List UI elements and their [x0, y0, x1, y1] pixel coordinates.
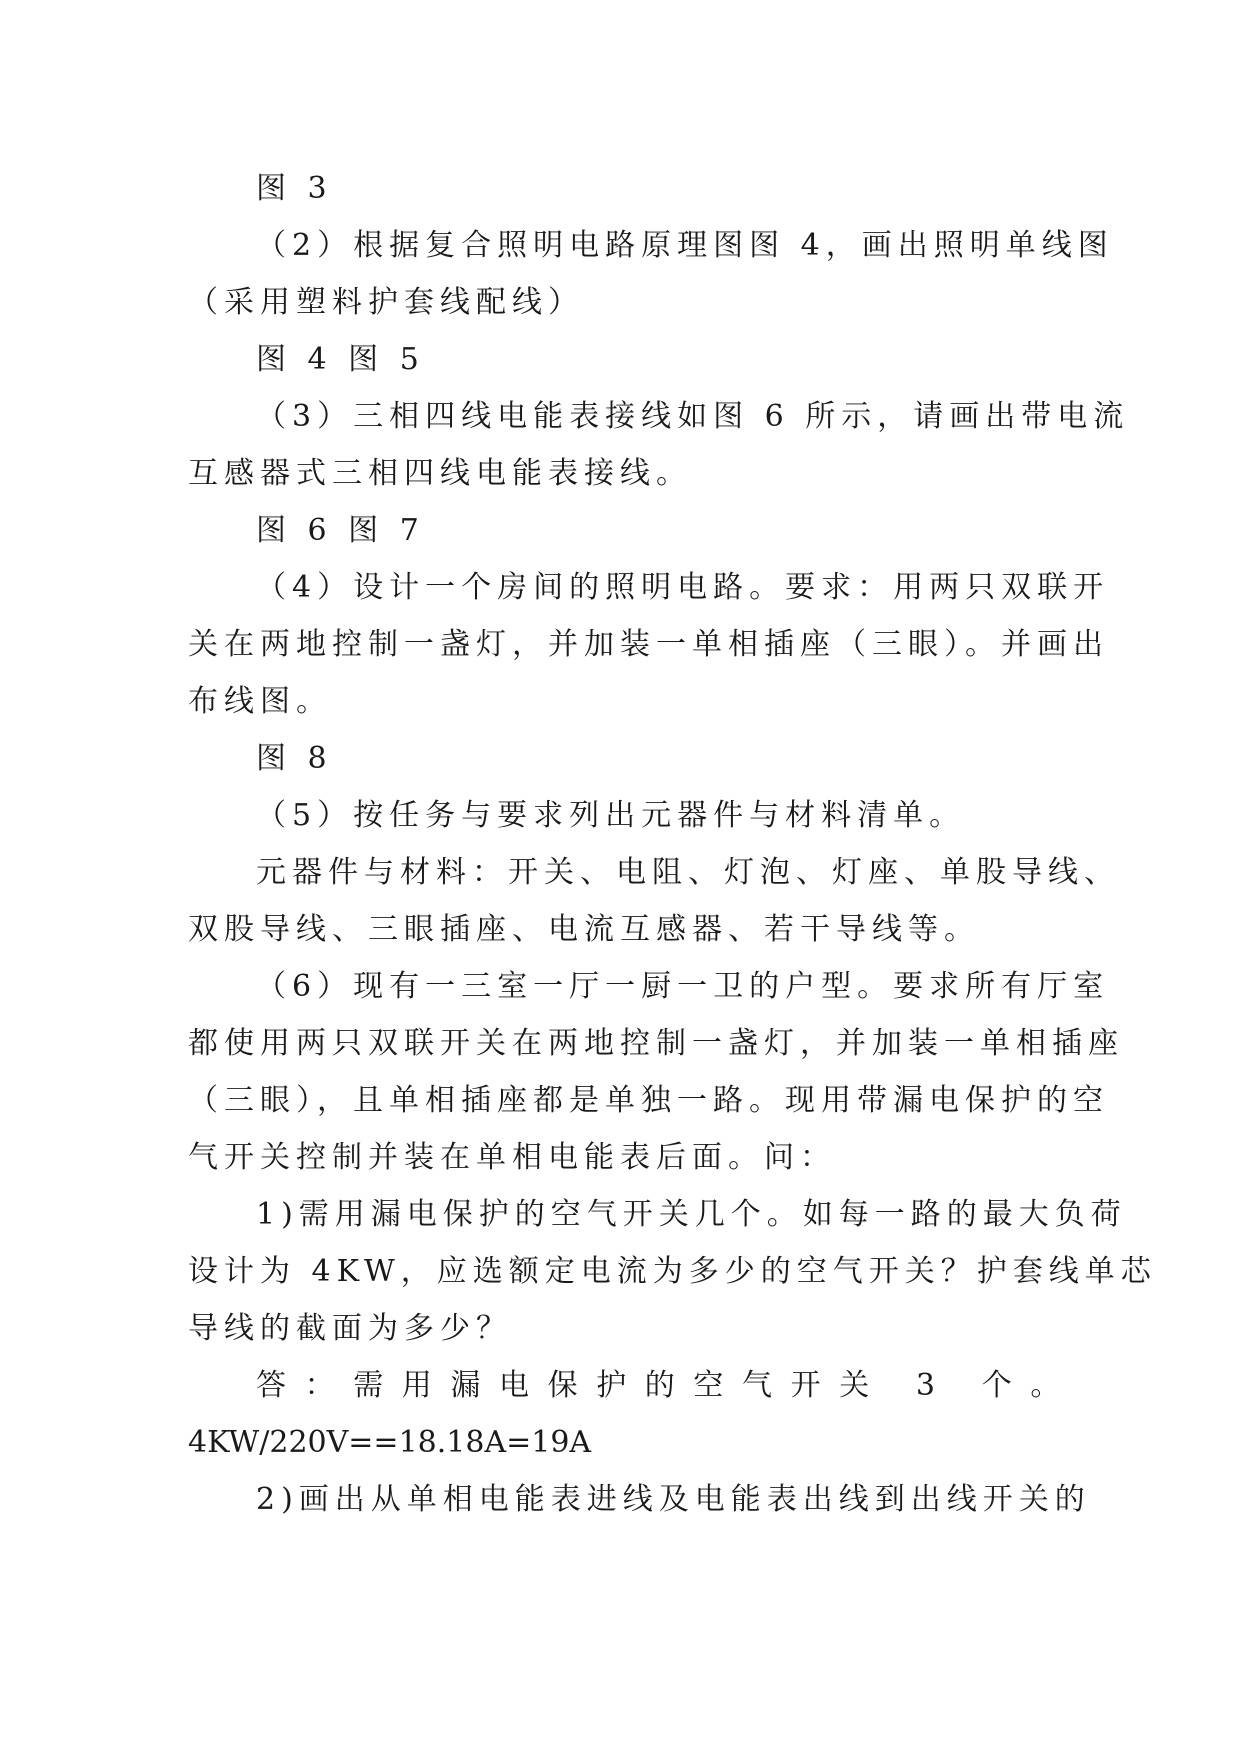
paragraph-6-line-2: 都使用两只双联开关在两地控制一盏灯，并加装一单相插座: [188, 1026, 1124, 1061]
paragraph-3-line-1: （3）三相四线电能表接线如图 6 所示，请画出带电流: [256, 399, 1130, 434]
answer-line-2: 4KW/220V==18.18A=19A: [188, 1425, 592, 1460]
figure-caption-8: 图 8: [256, 741, 333, 776]
materials-line-1: 元器件与材料：开关、电阻、灯泡、灯座、单股导线、: [256, 855, 1120, 890]
paragraph-6-line-4: 气开关控制并装在单相电能表后面。问：: [188, 1140, 836, 1175]
paragraph-4-line-3: 布线图。: [188, 684, 332, 719]
document-page: [188, 160, 1157, 1528]
figure-caption-3: 图 3: [256, 171, 333, 206]
paragraph-6-line-3: （三眼），且单相插座都是单独一路。现用带漏电保护的空: [188, 1083, 1109, 1118]
paragraph-2-line-2: （采用塑料护套线配线）: [188, 285, 584, 320]
paragraph-3-line-2: 互感器式三相四线电能表接线。: [188, 456, 692, 491]
question-1-line-3: 导线的截面为多少？: [188, 1311, 512, 1346]
materials-line-2: 双股导线、三眼插座、电流互感器、若干导线等。: [188, 912, 980, 947]
question-2-line-1: 2)画出从单相电能表进线及电能表出线到出线开关的: [256, 1482, 1091, 1517]
figure-caption-4-5: 图 4 图 5: [256, 342, 425, 377]
answer-line-1: 答：需用漏电保护的空气开关 3 个。: [256, 1368, 1079, 1403]
paragraph-4-line-1: （4）设计一个房间的照明电路。要求：用两只双联开: [256, 570, 1110, 605]
paragraph-4-line-2: 关在两地控制一盏灯，并加装一单相插座（三眼）。并画出: [188, 627, 1109, 662]
question-1-line-2: 设计为 4KW，应选额定电流为多少的空气开关？护套线单芯: [188, 1254, 1157, 1289]
question-1-line-1: 1)需用漏电保护的空气开关几个。如每一路的最大负荷: [256, 1197, 1127, 1232]
figure-caption-6-7: 图 6 图 7: [256, 513, 425, 548]
paragraph-2-line-1: （2）根据复合照明电路原理图图 4，画出照明单线图: [256, 228, 1114, 263]
paragraph-5-line-1: （5）按任务与要求列出元器件与材料清单。: [256, 798, 966, 833]
paragraph-6-line-1: （6）现有一三室一厅一厨一卫的户型。要求所有厅室: [256, 969, 1110, 1004]
